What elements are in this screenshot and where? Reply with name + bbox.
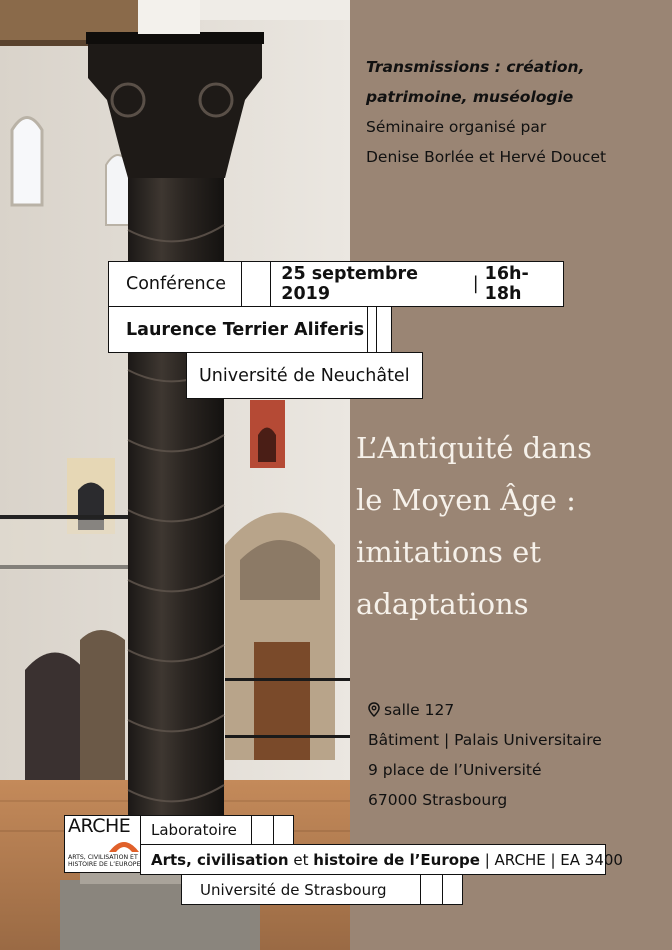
university-box-tick: [420, 875, 442, 904]
university-name: Université de Strasbourg: [200, 880, 387, 899]
event-box: [108, 261, 564, 307]
logo-arch-mark: [107, 836, 141, 852]
seminar-series-line2: patrimoine, muséologie: [366, 88, 574, 106]
logo-sub-line2: HISTOIRE DE L’EUROPE: [68, 861, 141, 868]
lab-name-and: et: [288, 850, 314, 869]
title-line3: imitations et: [356, 535, 541, 569]
title-line4: adaptations: [356, 587, 529, 621]
university-box-tick: [442, 875, 451, 904]
event-type: Conférence: [126, 274, 227, 294]
lecture-title: [356, 422, 656, 630]
university-box: [181, 874, 463, 905]
lab-name-codes: | ARCHE | EA 3400: [479, 850, 623, 869]
venue-street: 9 place de l’Université: [368, 761, 542, 779]
seminar-series-line1: Transmissions : création,: [366, 58, 585, 76]
affiliation-box: [186, 352, 423, 399]
seminar-info: [366, 52, 606, 172]
lab-name-history: histoire de l’Europe: [313, 850, 480, 869]
venue-info: [368, 695, 602, 815]
speaker-affiliation: Université de Neuchâtel: [199, 365, 410, 386]
organizer-line2: Denise Borlée et Hervé Doucet: [366, 148, 607, 166]
logo-name: ARCHE: [68, 815, 131, 837]
lab-heading: Laboratoire: [151, 821, 237, 839]
event-box-tick: [241, 262, 270, 306]
title-line2: le Moyen Âge :: [356, 483, 576, 517]
organizer-line1: Séminaire organisé par: [366, 118, 547, 136]
logo-sub-line1: ARTS, CIVILISATION ET: [68, 854, 138, 861]
event-time: 16h-18h: [484, 264, 529, 304]
lab-box-tick: [273, 816, 282, 844]
lab-box-tick: [251, 816, 273, 844]
title-line1: L’Antiquité dans: [356, 431, 593, 465]
logo-subtitle: [68, 854, 140, 868]
event-date: 25 septembre 2019: [270, 262, 466, 306]
venue-room: salle 127: [384, 701, 455, 719]
speaker-box-tick: [376, 307, 385, 352]
venue-building: Bâtiment | Palais Universitaire: [368, 731, 602, 749]
lab-name-arts: Arts: [151, 850, 187, 869]
lab-name-box: [140, 844, 623, 875]
speaker-name: Laurence Terrier Aliferis: [126, 319, 365, 340]
event-separator: |: [472, 274, 479, 294]
speaker-box: [108, 306, 392, 353]
lab-name-civilisation: , civilisation: [186, 850, 289, 869]
lab-name: [141, 845, 623, 874]
lab-heading-box: [140, 815, 294, 845]
speaker-box-tick: [367, 307, 376, 352]
location-pin-icon: [368, 702, 380, 717]
arche-logo: [64, 815, 142, 873]
venue-room-line: [368, 695, 602, 725]
venue-city: 67000 Strasbourg: [368, 791, 508, 809]
